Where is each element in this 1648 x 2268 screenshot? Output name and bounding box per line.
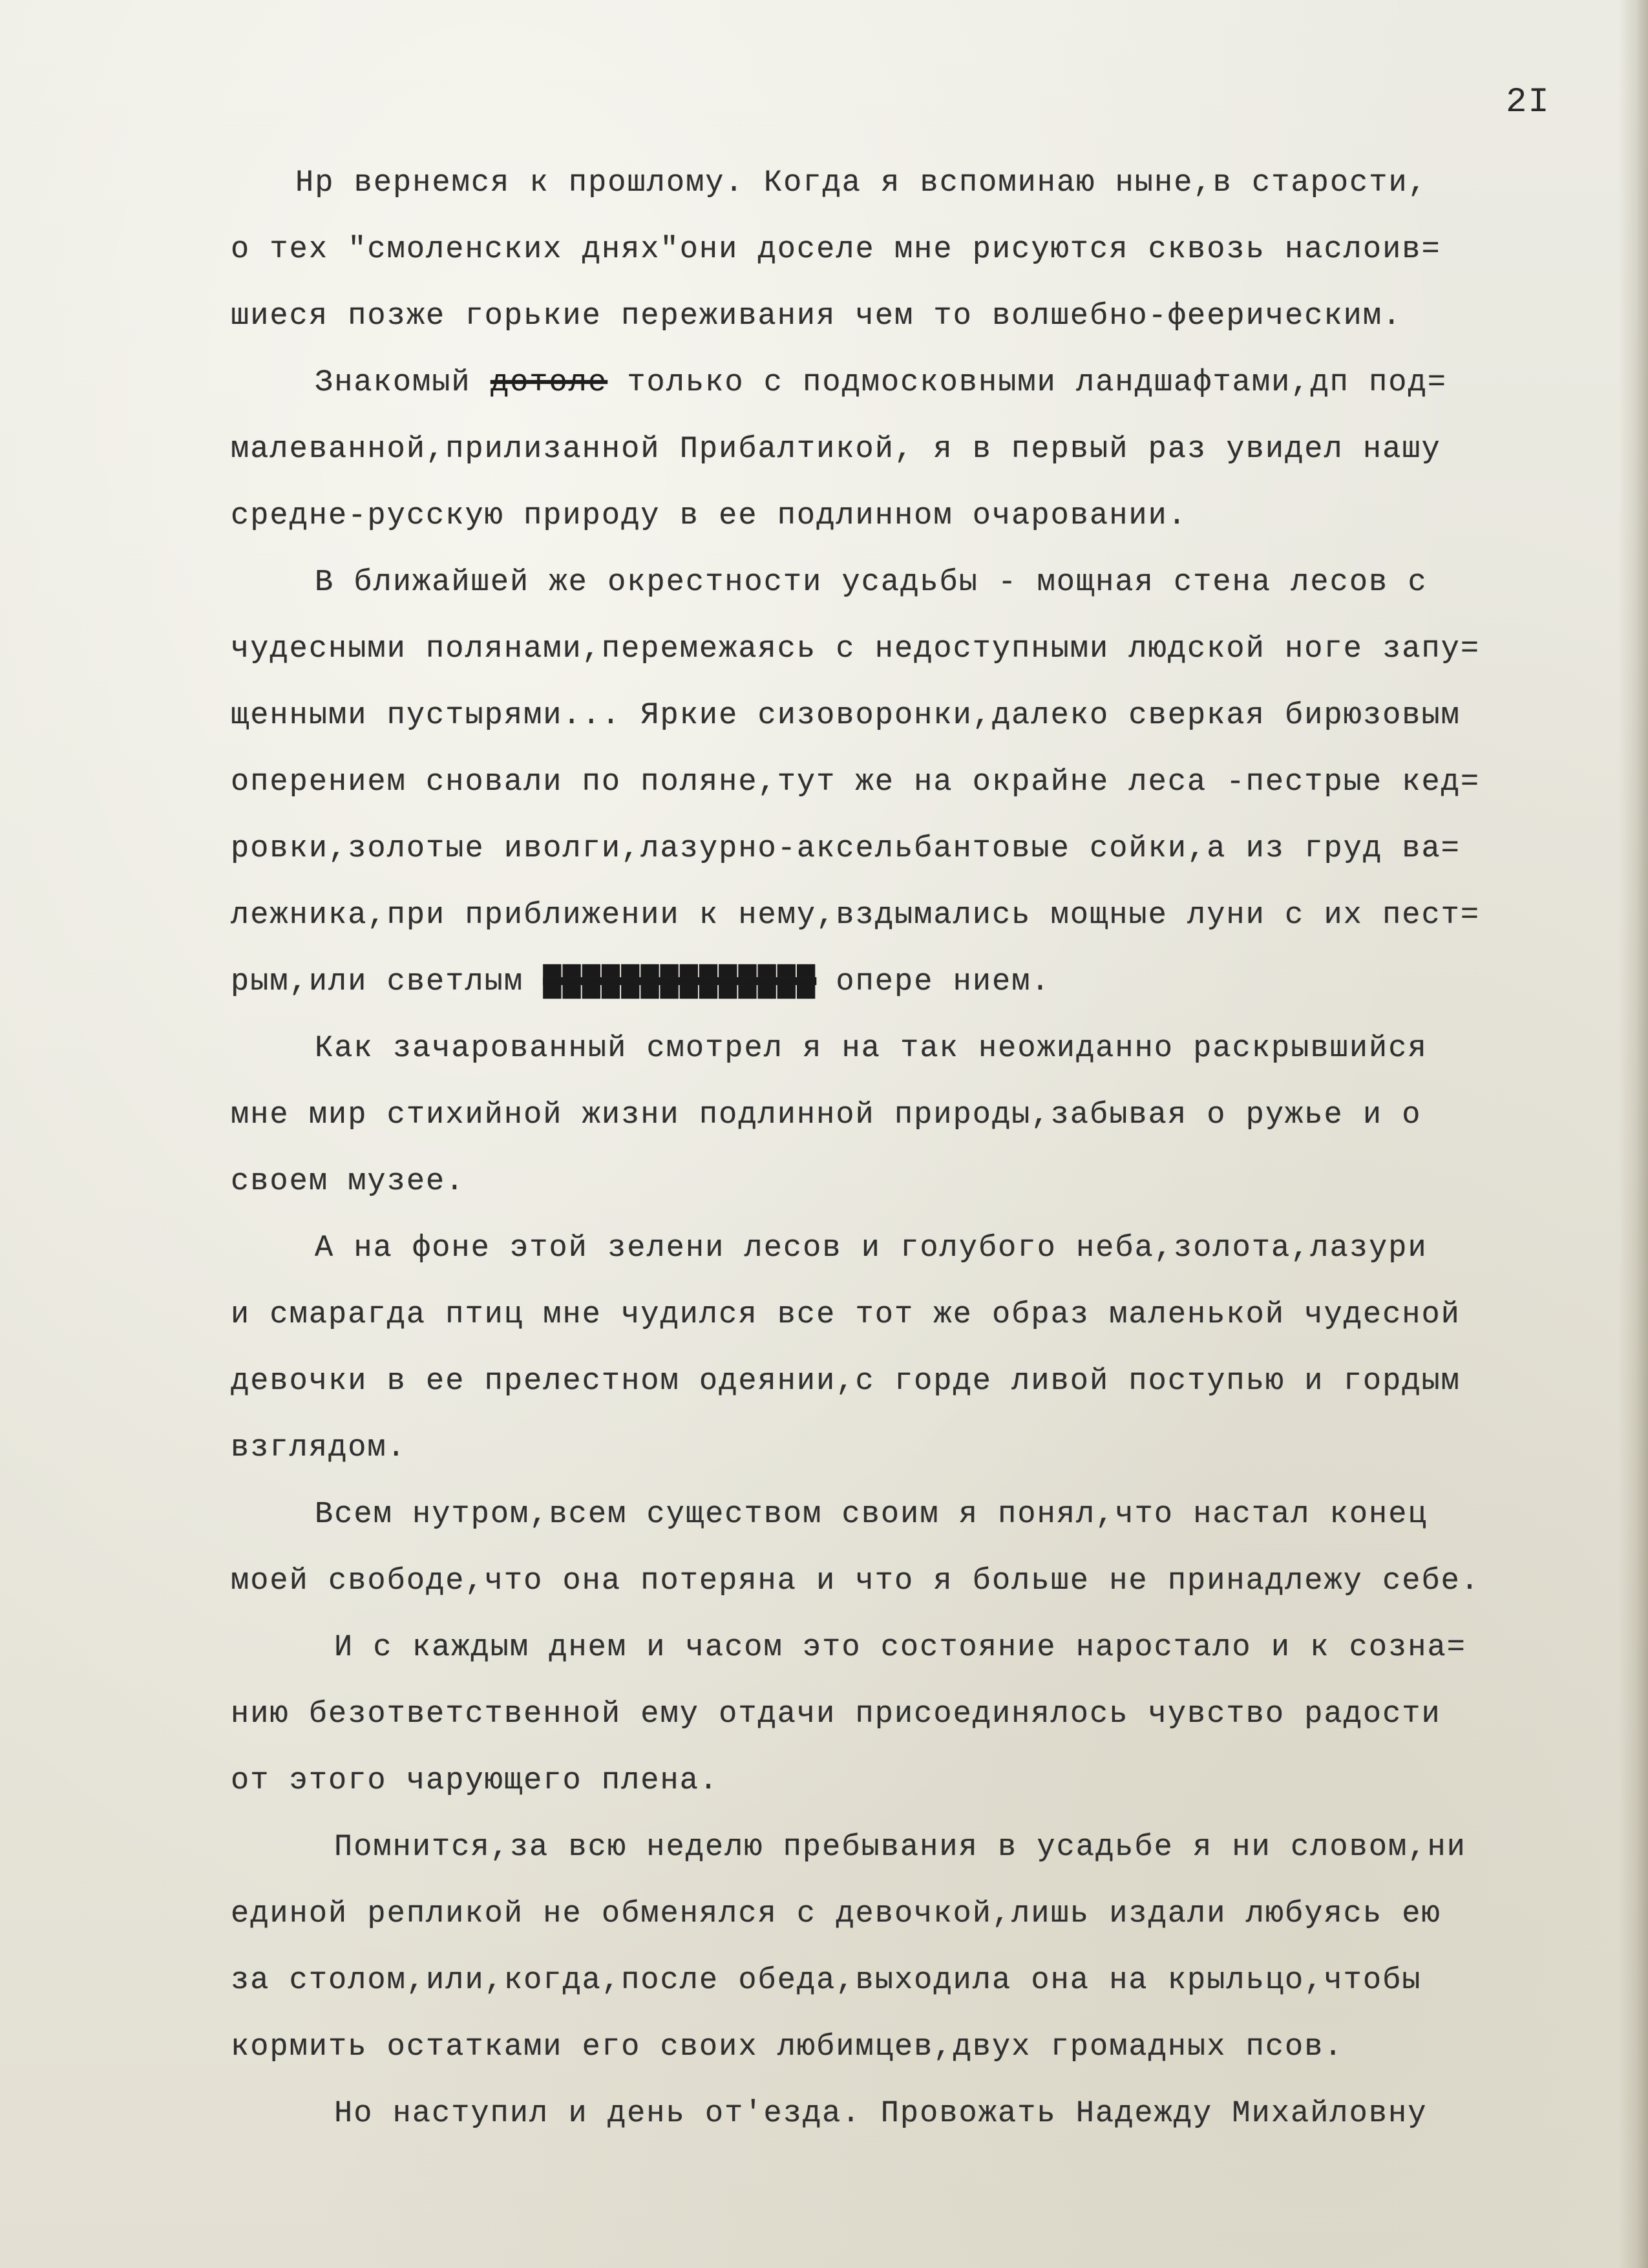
text-line bbox=[227, 949, 1611, 1015]
text-line: моей свободе,что она потеряна и что я больше не принадлежу себе. bbox=[231, 1564, 1481, 1598]
text-line: за столом,или,когда,после обеда,выходила она на крыльцо,чтобы bbox=[231, 1964, 1422, 1998]
text-line: В ближайшей же окрестности усадьбы - мощная стена лесов с bbox=[315, 566, 1428, 600]
text-line: взглядом. bbox=[231, 1431, 407, 1465]
page-number: 2I bbox=[1506, 83, 1550, 122]
text-line: лежника,при приближении к нему,вздымались мощные луни с их пест= bbox=[231, 898, 1481, 933]
text-line: малеванной,прилизанной Прибалтикой, я в первый раз увидел нашу bbox=[231, 432, 1441, 467]
text-line: средне-русскую природу в ее подлинном очаровании. bbox=[231, 499, 1188, 533]
text-line: шиеся позже горькие переживания чем то волшебно-феерическим. bbox=[231, 299, 1402, 334]
text-line: чудесными полянами,перемежаясь с недоступными людской ноге запу= bbox=[231, 632, 1481, 666]
text-fragment: Знакомый bbox=[315, 366, 471, 400]
text-line bbox=[227, 350, 1611, 416]
text-line: кормить остатками его своих любимцев,двух громадных псов. bbox=[231, 2030, 1344, 2064]
overtyped-blot: ██████████████ bbox=[543, 965, 817, 999]
text-line: А на фоне этой зелени лесов и голубого неба,золота,лазури bbox=[315, 1231, 1428, 1266]
text-line: Помнится,за всю неделю пребывания в усадьбе я ни словом,ни bbox=[334, 1830, 1466, 1865]
text-line: нию безответственной ему отдачи присоединялось чувство радости bbox=[231, 1697, 1441, 1732]
text-fragment: только с подмосковными ландшафтами,дп под= bbox=[627, 366, 1447, 400]
text-line: ровки,золотые иволги,лазурно-аксельбантовые сойки,а из груд ва= bbox=[231, 832, 1461, 866]
typed-text-body bbox=[227, 150, 1611, 2147]
text-line: о тех "смоленских днях"они доселе мне рисуются сквозь наслоив= bbox=[231, 233, 1441, 267]
text-fragment: опере нием. bbox=[836, 965, 1051, 999]
text-line: мне мир стихийной жизни подлинной природы,забывая о ружье и о bbox=[231, 1098, 1422, 1132]
struck-out-word: дотоле bbox=[490, 366, 608, 400]
text-line: своем музее. bbox=[231, 1165, 465, 1199]
text-line: Hp вернемся к прошлому. Когда я вспоминаю ныне,в старости, bbox=[295, 166, 1428, 200]
text-line: единой репликой не обменялся с девочкой,лишь издали любуясь ею bbox=[231, 1897, 1441, 1931]
text-line: оперением сновали по поляне,тут же на окрайне леса -пестрые кед= bbox=[231, 765, 1481, 800]
text-fragment: рым,или светлым bbox=[231, 965, 524, 999]
paper-edge-shadow bbox=[1618, 0, 1648, 2268]
text-line: Как зачарованный смотрел я на так неожиданно раскрывшийся bbox=[315, 1032, 1428, 1066]
text-line: от этого чарующего плена. bbox=[231, 1764, 719, 1798]
text-line: девочки в ее прелестном одеянии,с горде ливой поступью и гордым bbox=[231, 1364, 1461, 1399]
text-line: Всем нутром,всем существом своим я понял,что настал конец bbox=[315, 1498, 1428, 1532]
text-line: и смарагда птиц мне чудился все тот же образ маленькой чудесной bbox=[231, 1298, 1461, 1332]
text-line: Но наступил и день от'езда. Провожать Надежду Михайловну bbox=[334, 2097, 1428, 2131]
text-line: щенными пустырями... Яркие сизоворонки,далеко сверкая бирюзовым bbox=[231, 699, 1461, 733]
text-line: И с каждым днем и часом это состояние наростало и к созна= bbox=[334, 1631, 1466, 1665]
